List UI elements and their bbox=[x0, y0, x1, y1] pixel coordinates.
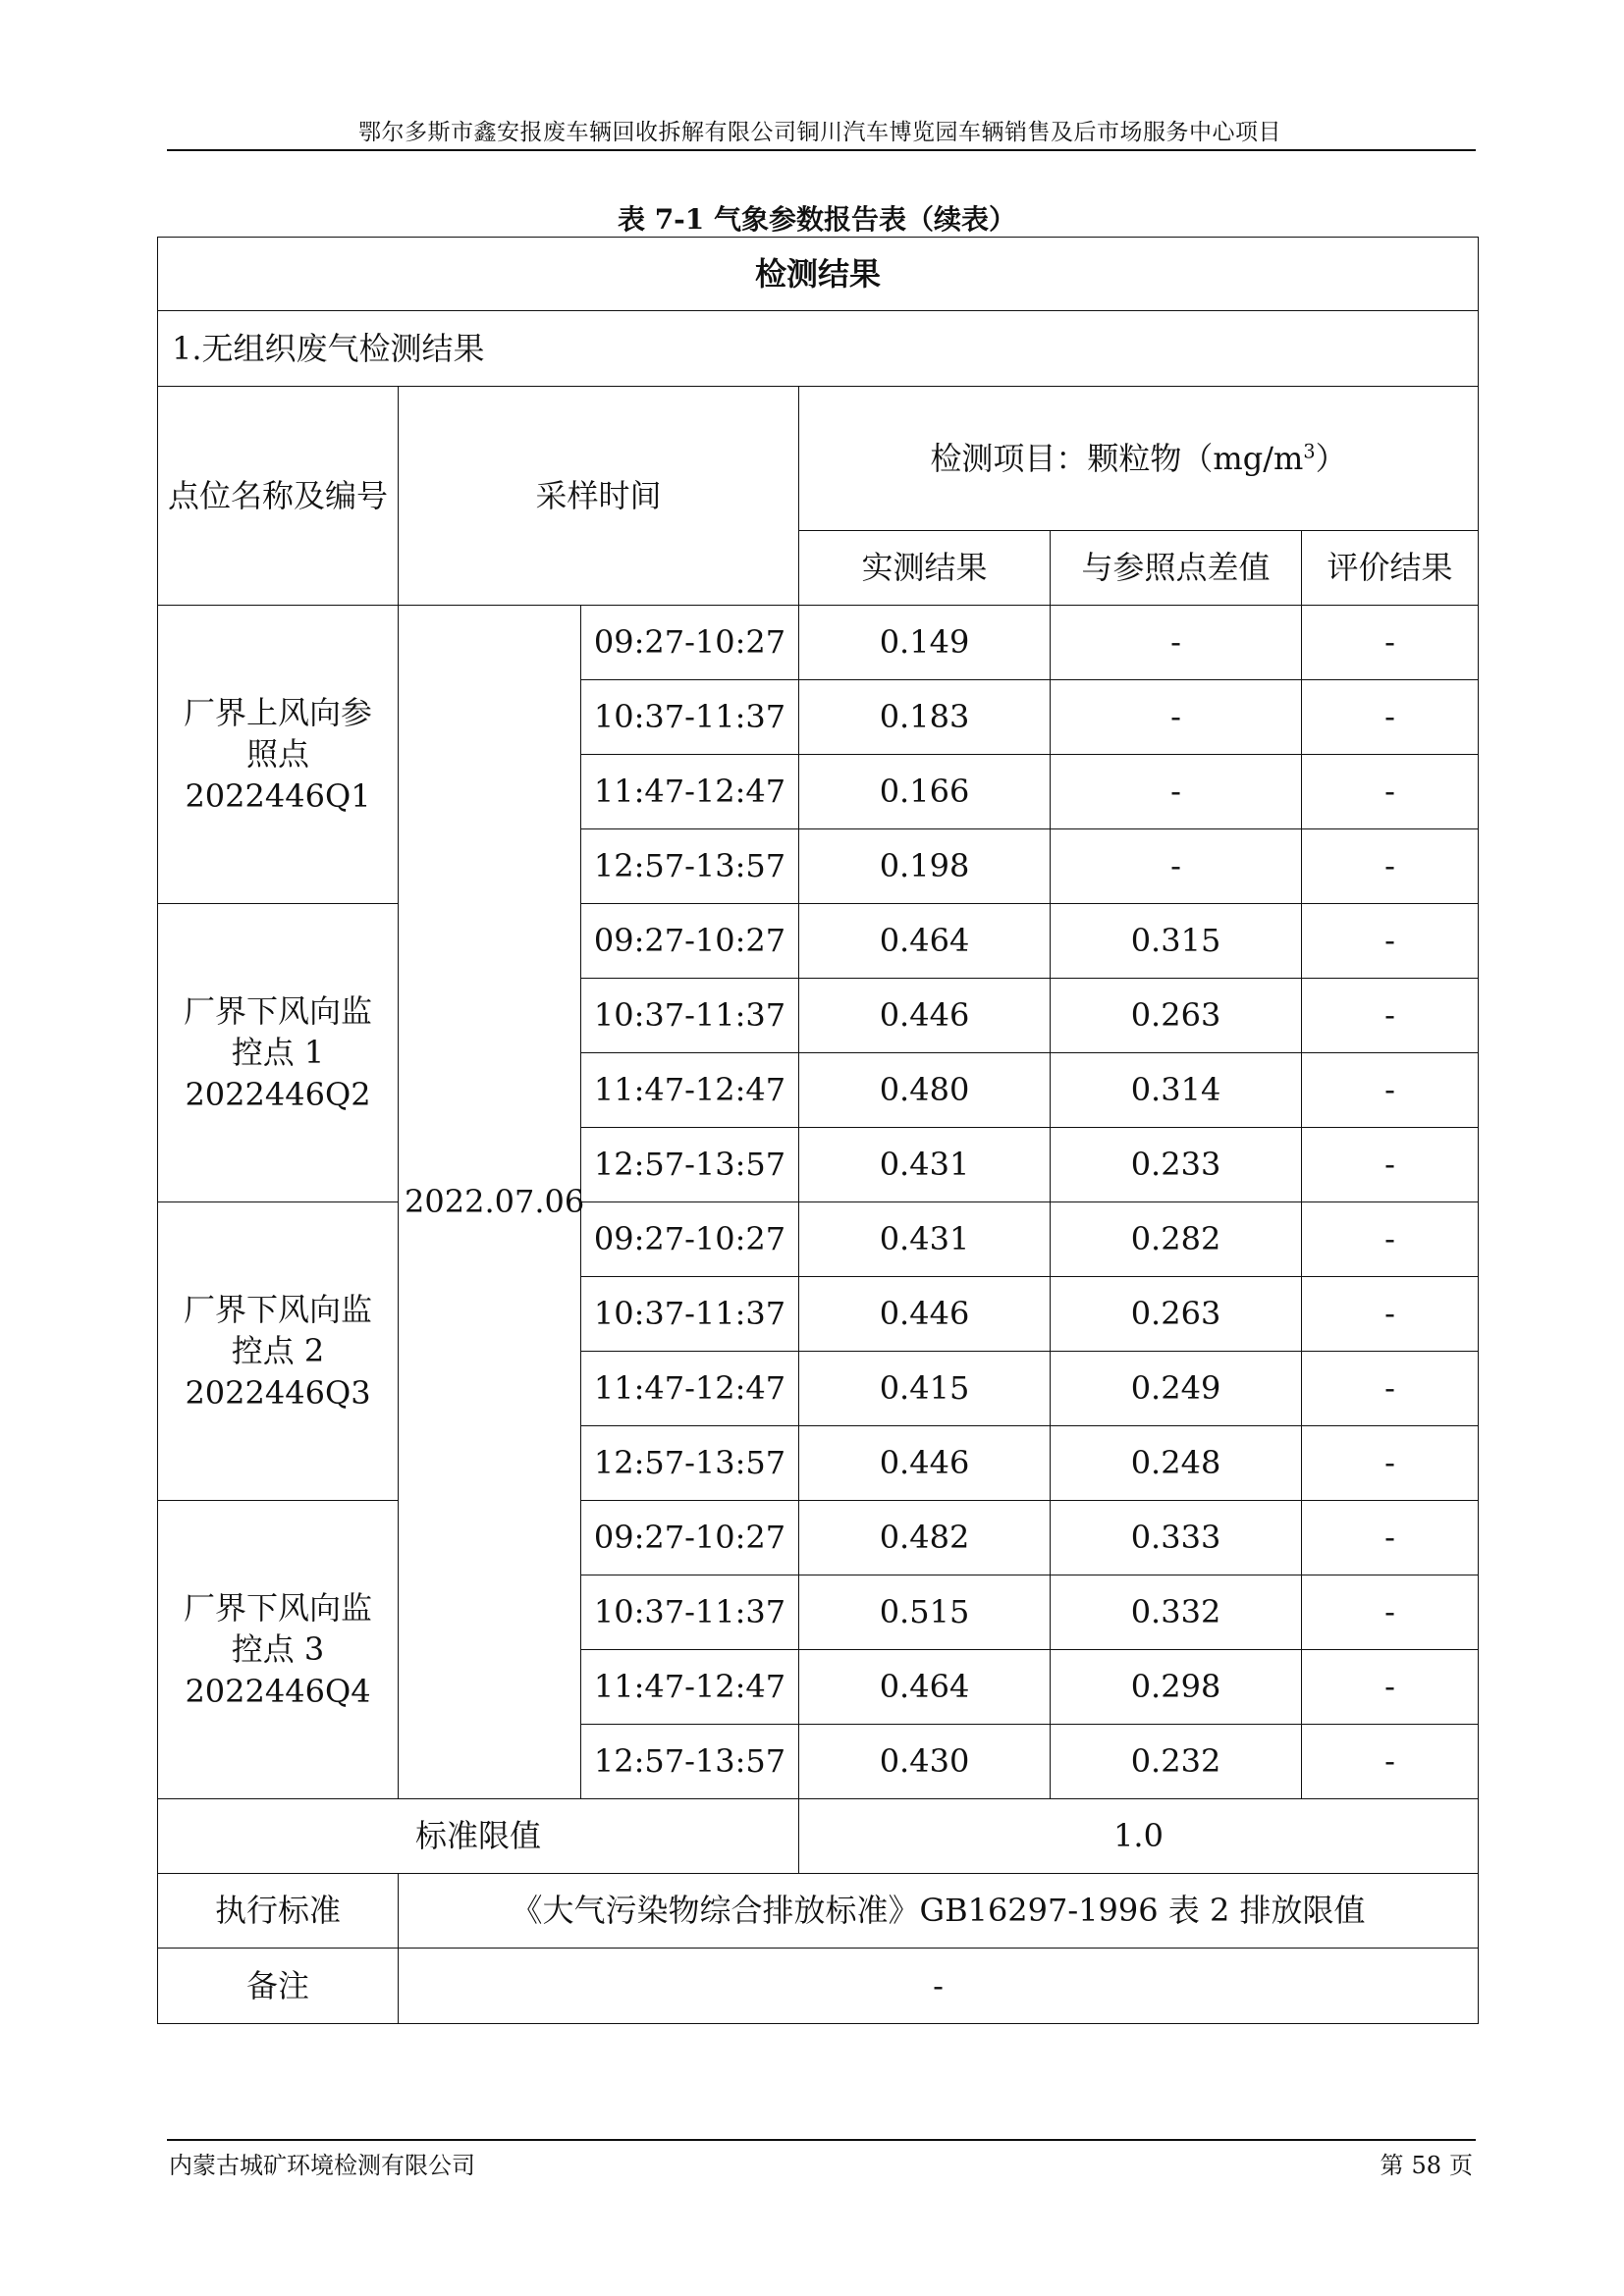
point-name-cell bbox=[158, 904, 399, 1202]
diff-cell: 0.314 bbox=[1051, 1053, 1302, 1128]
sampling-time-cell: 11:47-12:47 bbox=[581, 1352, 799, 1426]
sampling-time-cell: 10:37-11:37 bbox=[581, 680, 799, 755]
results-table bbox=[157, 237, 1479, 2024]
point-name-cell bbox=[158, 1202, 399, 1501]
eval-cell: - bbox=[1302, 1128, 1479, 1202]
sampling-time-cell: 10:37-11:37 bbox=[581, 979, 799, 1053]
sampling-time-cell: 12:57-13:57 bbox=[581, 829, 799, 904]
point-name-name-line1: 厂界下风向监 bbox=[183, 992, 372, 1031]
section-title: 检测结果 bbox=[158, 238, 1479, 311]
col-header-item bbox=[799, 387, 1479, 531]
sampling-time-cell: 10:37-11:37 bbox=[581, 1575, 799, 1650]
measured-cell: 0.515 bbox=[799, 1575, 1051, 1650]
diff-cell: 0.263 bbox=[1051, 979, 1302, 1053]
measured-cell: 0.431 bbox=[799, 1128, 1051, 1202]
eval-cell: - bbox=[1302, 829, 1479, 904]
sampling-time-cell: 11:47-12:47 bbox=[581, 1053, 799, 1128]
diff-cell: 0.315 bbox=[1051, 904, 1302, 979]
eval-cell: - bbox=[1302, 606, 1479, 680]
measured-cell: 0.446 bbox=[799, 1426, 1051, 1501]
measured-cell: 0.183 bbox=[799, 680, 1051, 755]
standard-value: 《大气污染物综合排放标准》GB16297-1996 表 2 排放限值 bbox=[399, 1874, 1479, 1949]
measured-cell: 0.464 bbox=[799, 1650, 1051, 1725]
diff-cell: - bbox=[1051, 829, 1302, 904]
eval-cell: - bbox=[1302, 680, 1479, 755]
diff-cell: 0.333 bbox=[1051, 1501, 1302, 1575]
header-row-1 bbox=[158, 387, 1479, 531]
point-name-cell bbox=[158, 1501, 399, 1799]
point-name-name-line1: 厂界下风向监 bbox=[183, 1589, 372, 1628]
sampling-time-cell: 12:57-13:57 bbox=[581, 1128, 799, 1202]
diff-cell: - bbox=[1051, 606, 1302, 680]
sampling-time-cell: 09:27-10:27 bbox=[581, 1501, 799, 1575]
page-prefix: 第 bbox=[1380, 2152, 1404, 2179]
eval-cell: - bbox=[1302, 1202, 1479, 1277]
remark-value: - bbox=[399, 1949, 1479, 2024]
standard-label: 执行标准 bbox=[158, 1874, 399, 1949]
measured-cell: 0.430 bbox=[799, 1725, 1051, 1799]
table-row bbox=[158, 606, 1479, 680]
col-header-time: 采样时间 bbox=[399, 387, 799, 606]
point-name-name-line2: 控点 3 bbox=[231, 1630, 325, 1669]
page-header-title: 鄂尔多斯市鑫安报废车辆回收拆解有限公司铜川汽车博览园车辆销售及后市场服务中心项目 bbox=[358, 120, 1281, 145]
limit-label: 标准限值 bbox=[158, 1799, 799, 1874]
measured-cell: 0.446 bbox=[799, 1277, 1051, 1352]
page-suffix: 页 bbox=[1449, 2152, 1473, 2179]
col-header-measured: 实测结果 bbox=[799, 531, 1051, 606]
subsection-title: 1.无组织废气检测结果 bbox=[158, 311, 1479, 387]
subsection-row bbox=[158, 311, 1479, 387]
measured-cell: 0.415 bbox=[799, 1352, 1051, 1426]
col-header-point bbox=[158, 387, 399, 606]
eval-cell: - bbox=[1302, 904, 1479, 979]
measured-cell: 0.198 bbox=[799, 829, 1051, 904]
eval-cell: - bbox=[1302, 979, 1479, 1053]
eval-cell: - bbox=[1302, 1725, 1479, 1799]
sampling-time-cell: 09:27-10:27 bbox=[581, 1202, 799, 1277]
footer-company: 内蒙古城矿环境检测有限公司 bbox=[169, 2152, 475, 2179]
eval-cell: - bbox=[1302, 1426, 1479, 1501]
table-caption: 表 7-1 气象参数报告表（续表） bbox=[617, 203, 1017, 236]
diff-cell: 0.298 bbox=[1051, 1650, 1302, 1725]
col-header-diff: 与参照点差值 bbox=[1051, 531, 1302, 606]
limit-value: 1.0 bbox=[799, 1799, 1479, 1874]
header-divider bbox=[167, 149, 1476, 151]
point-name-name-line1: 厂界上风向参 bbox=[183, 694, 372, 732]
sampling-time-cell: 11:47-12:47 bbox=[581, 755, 799, 829]
diff-cell: 0.233 bbox=[1051, 1128, 1302, 1202]
item-unit-sup: 3 bbox=[1303, 440, 1316, 463]
page-number: 58 bbox=[1411, 2152, 1441, 2179]
table-row bbox=[158, 1501, 1479, 1575]
point-name-name-line1: 厂界下风向监 bbox=[183, 1291, 372, 1329]
measured-cell: 0.149 bbox=[799, 606, 1051, 680]
eval-cell: - bbox=[1302, 1575, 1479, 1650]
footer-page-number bbox=[1376, 2146, 1477, 2180]
sampling-time-cell: 11:47-12:47 bbox=[581, 1650, 799, 1725]
diff-cell: 0.232 bbox=[1051, 1725, 1302, 1799]
diff-cell: 0.249 bbox=[1051, 1352, 1302, 1426]
measured-cell: 0.480 bbox=[799, 1053, 1051, 1128]
diff-cell: - bbox=[1051, 680, 1302, 755]
diff-cell: 0.282 bbox=[1051, 1202, 1302, 1277]
diff-cell: 0.248 bbox=[1051, 1426, 1302, 1501]
eval-cell: - bbox=[1302, 1277, 1479, 1352]
sampling-time-cell: 12:57-13:57 bbox=[581, 1426, 799, 1501]
diff-cell: 0.332 bbox=[1051, 1575, 1302, 1650]
measured-cell: 0.166 bbox=[799, 755, 1051, 829]
point-name-name-line2: 照点 bbox=[245, 735, 309, 774]
measured-cell: 0.431 bbox=[799, 1202, 1051, 1277]
point-name-code: 2022446Q1 bbox=[185, 776, 371, 815]
point-name-cell bbox=[158, 606, 399, 904]
section-title-row bbox=[158, 238, 1479, 311]
sampling-time-cell: 10:37-11:37 bbox=[581, 1277, 799, 1352]
footer-divider bbox=[167, 2139, 1476, 2141]
eval-cell: - bbox=[1302, 1352, 1479, 1426]
sampling-time-cell: 09:27-10:27 bbox=[581, 904, 799, 979]
sampling-time-cell: 12:57-13:57 bbox=[581, 1725, 799, 1799]
measured-cell: 0.446 bbox=[799, 979, 1051, 1053]
table-row bbox=[158, 1202, 1479, 1277]
eval-cell: - bbox=[1302, 755, 1479, 829]
table-row bbox=[158, 904, 1479, 979]
item-label: 检测项目：颗粒物（mg/m bbox=[930, 439, 1304, 477]
eval-cell: - bbox=[1302, 1501, 1479, 1575]
remark-row bbox=[158, 1949, 1479, 2024]
eval-cell: - bbox=[1302, 1650, 1479, 1725]
point-name-name-line2: 控点 2 bbox=[231, 1332, 325, 1370]
point-name-name-line2: 控点 1 bbox=[231, 1034, 325, 1072]
eval-cell: - bbox=[1302, 1053, 1479, 1128]
item-close: ） bbox=[1315, 439, 1347, 477]
standard-row bbox=[158, 1874, 1479, 1949]
limit-row bbox=[158, 1799, 1479, 1874]
measured-cell: 0.464 bbox=[799, 904, 1051, 979]
diff-cell: - bbox=[1051, 755, 1302, 829]
point-name-code: 2022446Q3 bbox=[185, 1373, 371, 1412]
diff-cell: 0.263 bbox=[1051, 1277, 1302, 1352]
remark-label: 备注 bbox=[158, 1949, 399, 2024]
point-name-code: 2022446Q2 bbox=[185, 1075, 371, 1113]
sampling-time-cell: 09:27-10:27 bbox=[581, 606, 799, 680]
point-name-code: 2022446Q4 bbox=[185, 1672, 371, 1710]
measured-cell: 0.482 bbox=[799, 1501, 1051, 1575]
col-header-eval: 评价结果 bbox=[1302, 531, 1479, 606]
col-header-point-text: 点位名称及编号 bbox=[167, 476, 388, 514]
sampling-date-cell: 2022.07.06 bbox=[399, 606, 581, 1799]
